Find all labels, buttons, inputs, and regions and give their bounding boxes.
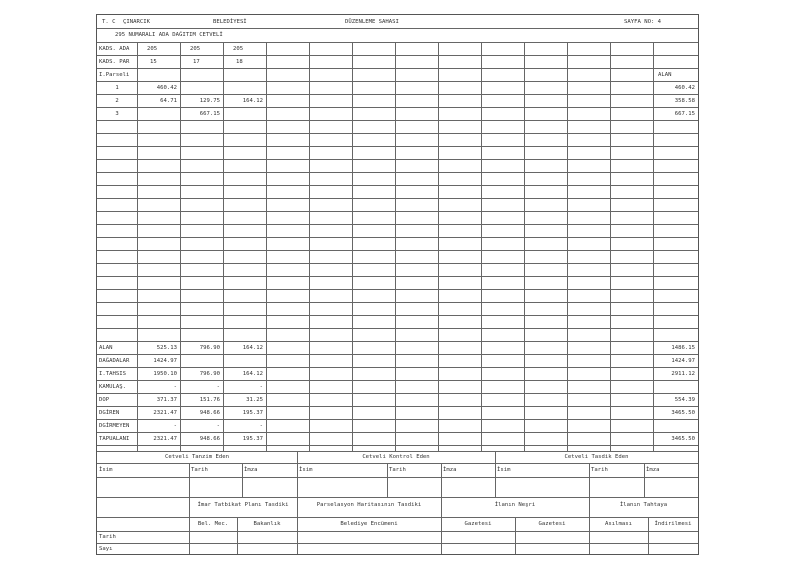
summary-value: -	[216, 384, 220, 390]
parselasyon-heading: Parselasyon Haritasının Tasdiki	[316, 502, 422, 508]
row-value: 667.15	[199, 111, 220, 117]
summary-value: -	[259, 423, 263, 429]
municipality-label: BELEDİYESİ	[213, 19, 247, 25]
indirilmesi-label: İndirilmesi	[654, 521, 692, 527]
summary-total: 3465.50	[671, 410, 695, 416]
row-value: 64.71	[160, 98, 177, 104]
isim-label: İsim	[497, 467, 511, 473]
summary-total: 2911.12	[671, 371, 695, 377]
imza-label: İmza	[646, 467, 660, 473]
kads-par-1: 15	[150, 59, 157, 65]
summary-value: 31.25	[246, 397, 263, 403]
tarih-label: Tarih	[191, 467, 208, 473]
kontrol-heading: Cetveli Kontrol Eden	[362, 454, 430, 460]
row-no: 1	[115, 85, 119, 91]
tc-label: T. C	[102, 19, 116, 25]
summary-value: 796.90	[199, 345, 220, 351]
imza-label: İmza	[443, 467, 457, 473]
summary-value: 1950.10	[153, 371, 177, 377]
summary-value: 796.90	[199, 371, 220, 377]
summary-total: 554.39	[674, 397, 695, 403]
page-number: SAYFA NO: 4	[624, 19, 662, 25]
tarih-label: Tarih	[389, 467, 406, 473]
summary-value: -	[173, 384, 177, 390]
kads-ada-2: 205	[190, 46, 201, 52]
ilan-nesri-heading: İlanın Neşri	[494, 502, 536, 508]
kads-par-3: 18	[236, 59, 243, 65]
summary-value: 195.37	[242, 436, 263, 442]
sayi-row-label: Sayı	[99, 546, 113, 552]
imza-label: İmza	[244, 467, 258, 473]
parcel-header: I.Parseli	[99, 72, 130, 78]
summary-value: 371.37	[156, 397, 177, 403]
summary-label: DOP	[99, 397, 110, 403]
summary-value: 164.12	[242, 371, 263, 377]
row-total: 667.15	[674, 111, 695, 117]
gazetesi-label: Gazetesi	[464, 521, 492, 527]
municipality-name: ÇINARCIK	[123, 19, 150, 25]
summary-value: 1424.97	[153, 358, 177, 364]
summary-value: 948.66	[199, 410, 220, 416]
table-subtitle: 295 NUMARALI ADA DAĞITIM CETVELİ	[115, 32, 223, 38]
summary-value: -	[259, 384, 263, 390]
summary-label: ALAN	[99, 345, 113, 351]
kads-par-label: KADS. PAR	[99, 59, 130, 65]
summary-label: DAĞADALAR	[99, 358, 130, 364]
row-total: 358.58	[674, 98, 695, 104]
summary-label: KAMULAŞ.	[99, 384, 126, 390]
encumen-label: Belediye Encümeni	[340, 521, 398, 527]
row-total: 460.42	[674, 85, 695, 91]
row-value: 460.42	[156, 85, 177, 91]
imar-heading: İmar Tatbikat Planı Tasdiki	[197, 502, 289, 508]
kads-ada-label: KADS. ADA	[99, 46, 130, 52]
summary-label: DGİREN	[99, 410, 120, 416]
isim-label: İsim	[99, 467, 113, 473]
tarih-label: Tarih	[591, 467, 608, 473]
summary-total: 3465.50	[671, 436, 695, 442]
summary-total: 1486.15	[671, 345, 695, 351]
kads-ada-1: 205	[147, 46, 158, 52]
summary-value: 525.13	[156, 345, 177, 351]
summary-value: 195.37	[242, 410, 263, 416]
bakanlik-label: Bakanlık	[253, 521, 281, 527]
summary-value: -	[173, 423, 177, 429]
area-title: DÜZENLEME SAHASI	[345, 19, 399, 25]
gazetesi-label: Gazetesi	[538, 521, 566, 527]
summary-label: DGİRMEYEN	[99, 423, 130, 429]
summary-value: 2321.47	[153, 436, 177, 442]
tasdik-heading: Cetveli Tasdik Eden	[564, 454, 629, 460]
tanzim-heading: Cetveli Tanzim Eden	[165, 454, 229, 460]
row-no: 3	[115, 111, 119, 117]
summary-value: 2321.47	[153, 410, 177, 416]
alan-header: ALAN	[658, 72, 672, 78]
summary-label: I.TAHSIS	[99, 371, 126, 377]
summary-total: 1424.97	[671, 358, 695, 364]
summary-value: 164.12	[242, 345, 263, 351]
summary-value: 151.76	[199, 397, 220, 403]
summary-value: 948.66	[199, 436, 220, 442]
summary-value: -	[216, 423, 220, 429]
summary-label: TAPUALANI	[99, 436, 130, 442]
row-value: 164.12	[242, 98, 263, 104]
distribution-sheet	[96, 14, 699, 555]
tarih-row-label: Tarih	[99, 534, 116, 540]
kads-ada-3: 205	[233, 46, 244, 52]
row-value: 129.75	[199, 98, 220, 104]
ilan-tahtaya-heading: İlanın Tahtaya	[619, 502, 668, 508]
kads-par-2: 17	[193, 59, 200, 65]
asilmasi-label: Asılması	[605, 521, 632, 527]
bel-mec-label: Bel. Mec.	[197, 521, 229, 527]
row-no: 2	[115, 98, 119, 104]
isim-label: İsim	[299, 467, 313, 473]
